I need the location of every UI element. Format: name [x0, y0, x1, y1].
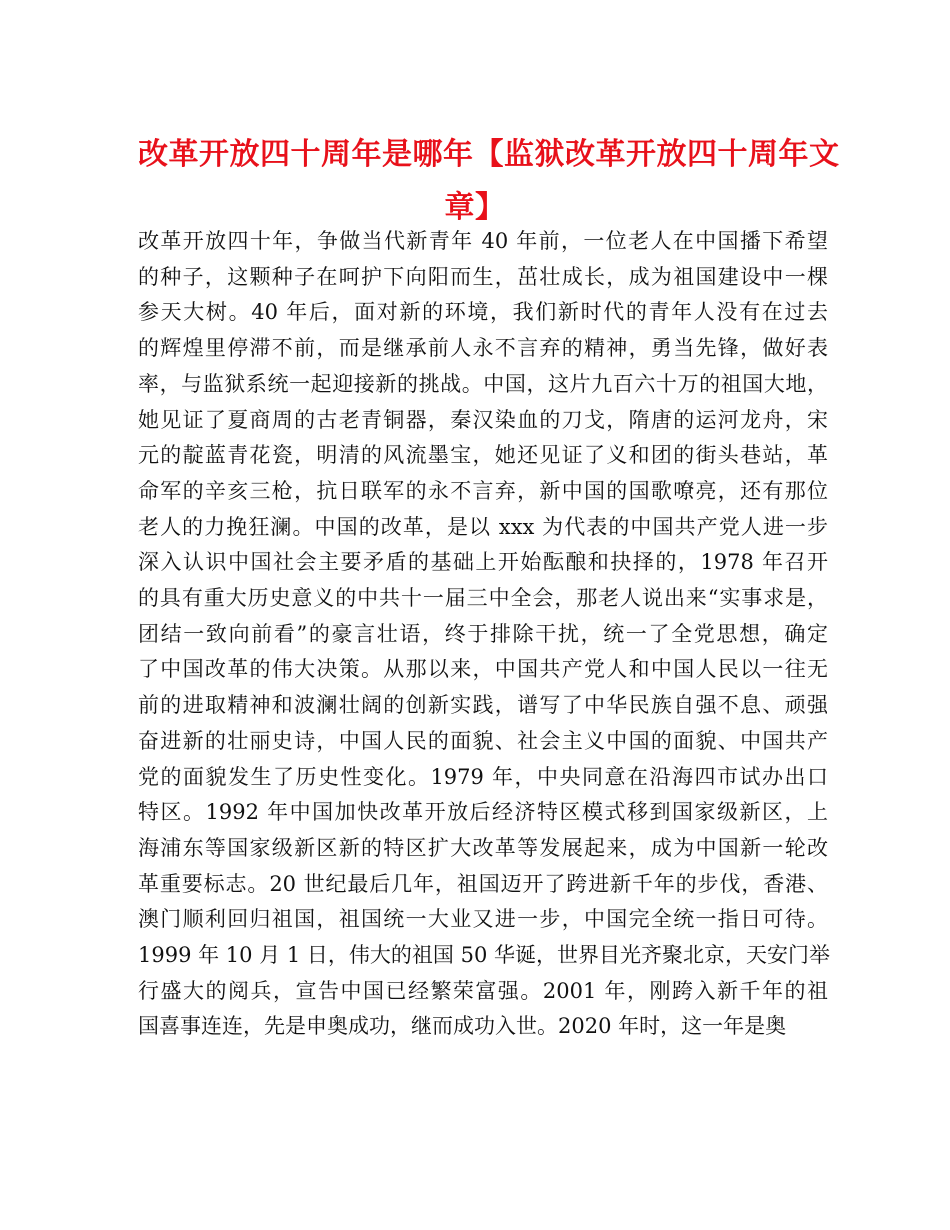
body-line: 她见证了夏商周的古老青铜器，秦汉染血的刀戈，隋唐的运河龙舟，宋 [138, 407, 828, 432]
body-line: 的种子，这颗种子在呵护下向阳而生，茁壮成长，成为祖国建设中一棵 [138, 264, 828, 289]
body-line: 了中国改革的伟大决策。从那以来，中国共产党人和中国人民以一往无 [138, 657, 828, 682]
body-line: 的具有重大历史意义的中共十一届三中全会，那老人说出来“实事求是， [138, 586, 828, 611]
body-line: 的辉煌里停滞不前，而是继承前人永不言弃的精神，勇当先锋，做好表 [138, 336, 828, 361]
document-body [138, 224, 828, 1045]
body-line: 元的靛蓝青花瓷，明清的风流墨宝，她还见证了义和团的街头巷站，革 [138, 443, 828, 468]
document-title [138, 128, 840, 234]
body-line: 国喜事连连，先是申奥成功，继而成功入世。2020 年时，这一年是奥 [138, 1014, 787, 1039]
title-line: 章】 [444, 190, 506, 225]
body-line: 老人的力挽狂澜。中国的改革，是以 xxx 为代表的中国共产党人进一步 [138, 514, 828, 539]
body-line: 澳门顺利回归祖国，祖国统一大业又进一步，中国完全统一指日可待。 [138, 907, 828, 932]
body-line: 率，与监狱系统一起迎接新的挑战。中国，这片九百六十万的祖国大地， [138, 371, 828, 396]
body-line: 团结一致向前看”的豪言壮语，终于排除干扰，统一了全党思想，确定 [138, 621, 828, 646]
body-line: 特区。1992 年中国加快改革开放后经济特区模式移到国家级新区，上 [138, 800, 828, 825]
body-line: 参天大树。40 年后，面对新的环境，我们新时代的青年人没有在过去 [138, 300, 828, 325]
body-line: 党的面貌发生了历史性变化。1979 年，中央同意在沿海四市试办出口 [138, 764, 828, 789]
body-line: 革重要标志。20 世纪最后几年，祖国迈开了跨进新千年的步伐，香港、 [138, 871, 828, 896]
body-line: 深入认识中国社会主要矛盾的基础上开始酝酿和抉择的，1978 年召开 [138, 550, 828, 575]
title-line: 改革开放四十周年是哪年【监狱改革开放四十周年文 [138, 137, 840, 172]
body-line: 命军的辛亥三枪，抗日联军的永不言弃，新中国的国歌嘹亮，还有那位 [138, 478, 828, 503]
body-line: 行盛大的阅兵，宣告中国已经繁荣富强。2001 年，刚跨入新千年的祖 [138, 978, 828, 1003]
body-line: 前的进取精神和波澜壮阔的创新实践，谱写了中华民族自强不息、顽强 [138, 693, 828, 718]
body-line: 海浦东等国家级新区新的特区扩大改革等发展起来，成为中国新一轮改 [138, 835, 828, 860]
body-line: 改革开放四十年，争做当代新青年 40 年前，一位老人在中国播下希望 [138, 229, 828, 253]
body-line: 奋进新的壮丽史诗，中国人民的面貌、社会主义中国的面貌、中国共产 [138, 728, 828, 753]
body-line: 1999 年 10 月 1 日，伟大的祖国 50 华诞，世界目光齐聚北京，天安门举 [138, 943, 830, 968]
